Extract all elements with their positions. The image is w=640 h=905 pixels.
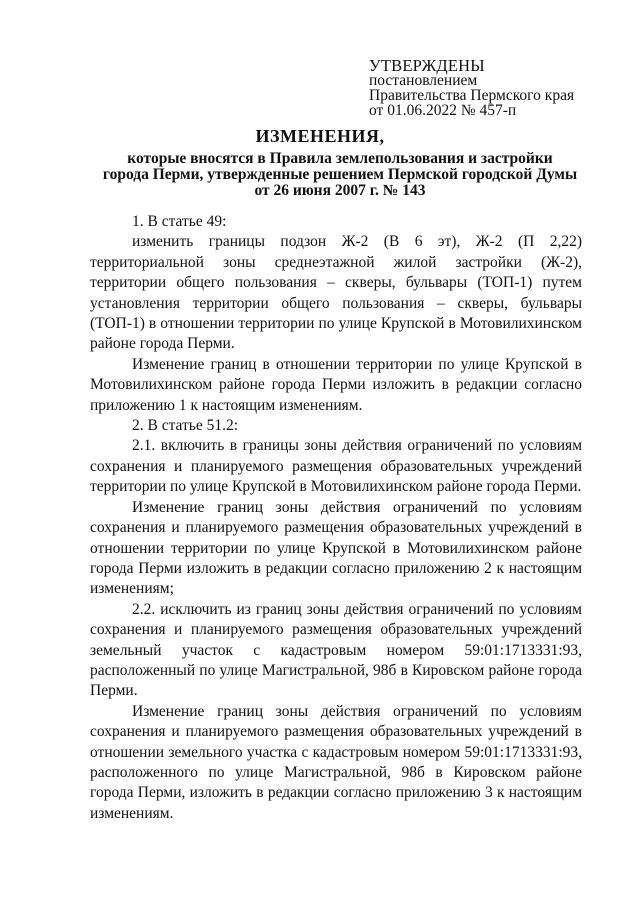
subtitle-line: которые вносятся в Правила землепользования и застройки — [127, 150, 553, 167]
body-paragraph: изменить границы подзон Ж-2 (В 6 эт), Ж-2 (П 2,22) территориальной зоны среднеэтажной жилой застройки (Ж-2), территории общего пользования – скверы, бульвары (ТОП-1) путем установления территории общего пользования – скверы, бульвары (ТОП-1) в отношении территории по улице Крупской в Мотовилихинском районе города Перми. — [90, 233, 582, 353]
approval-block — [369, 58, 574, 118]
approval-authority: Правительства Пермского края — [369, 87, 575, 104]
article-49-heading: 1. В статье 49: — [132, 213, 227, 230]
subtitle-line: города Перми, утвержденные решением Пермской городской Думы — [102, 166, 578, 183]
document-title: ИЗМЕНЕНИЯ, — [255, 126, 385, 146]
document-subtitle — [90, 151, 590, 199]
body-paragraph: 2.2. исключить из границ зоны действия ограничений по условиям сохранения и планируемого размещения образовательных учреждений земельный участок с кадастровым номером 59:01:1713331:93, расположенный по улице Магистральной, 98б в Кировском районе города Перми. — [90, 600, 582, 700]
approval-date-number: от 01.06.2022 № 457-п — [369, 102, 517, 119]
subtitle-line: от 26 июня 2007 г. № 143 — [254, 182, 426, 199]
body-paragraph: Изменение границ зоны действия ограничений по условиям сохранения и планируемого размещения образовательных учреждений в отношении территории по улице Крупской в Мотовилихинском районе города Перми изложить в редакции согласно приложению 2 к настоящим изменениям; — [90, 498, 582, 598]
document-body — [90, 212, 582, 824]
body-paragraph: Изменение границ в отношении территории по улице Крупской в Мотовилихинском районе города Перми изложить в редакции согласно приложению 1 к настоящим изменениям. — [90, 355, 582, 414]
approval-decree-label: постановлением — [369, 72, 478, 89]
article-51-2-heading: 2. В статье 51.2: — [132, 417, 239, 435]
body-paragraph: 2.1. включить в границы зоны действия ограничений по условиям сохранения и планируемого размещения образовательных учреждений территории по улице Крупской в Мотовилихинском районе города Перми. — [90, 437, 582, 496]
approval-heading: УТВЕРЖДЕНЫ — [369, 56, 485, 75]
body-paragraph: Изменение границ зоны действия ограничений по условиям сохранения и планируемого размещения образовательных учреждений в отношении земельного участка с кадастровым номером 59:01:1713331:93, расположенного по улице Магистральной, 98б в Кировском районе города Перми, изложить в редакции согласно приложению 3 к настоящим изменениям. — [90, 702, 582, 822]
